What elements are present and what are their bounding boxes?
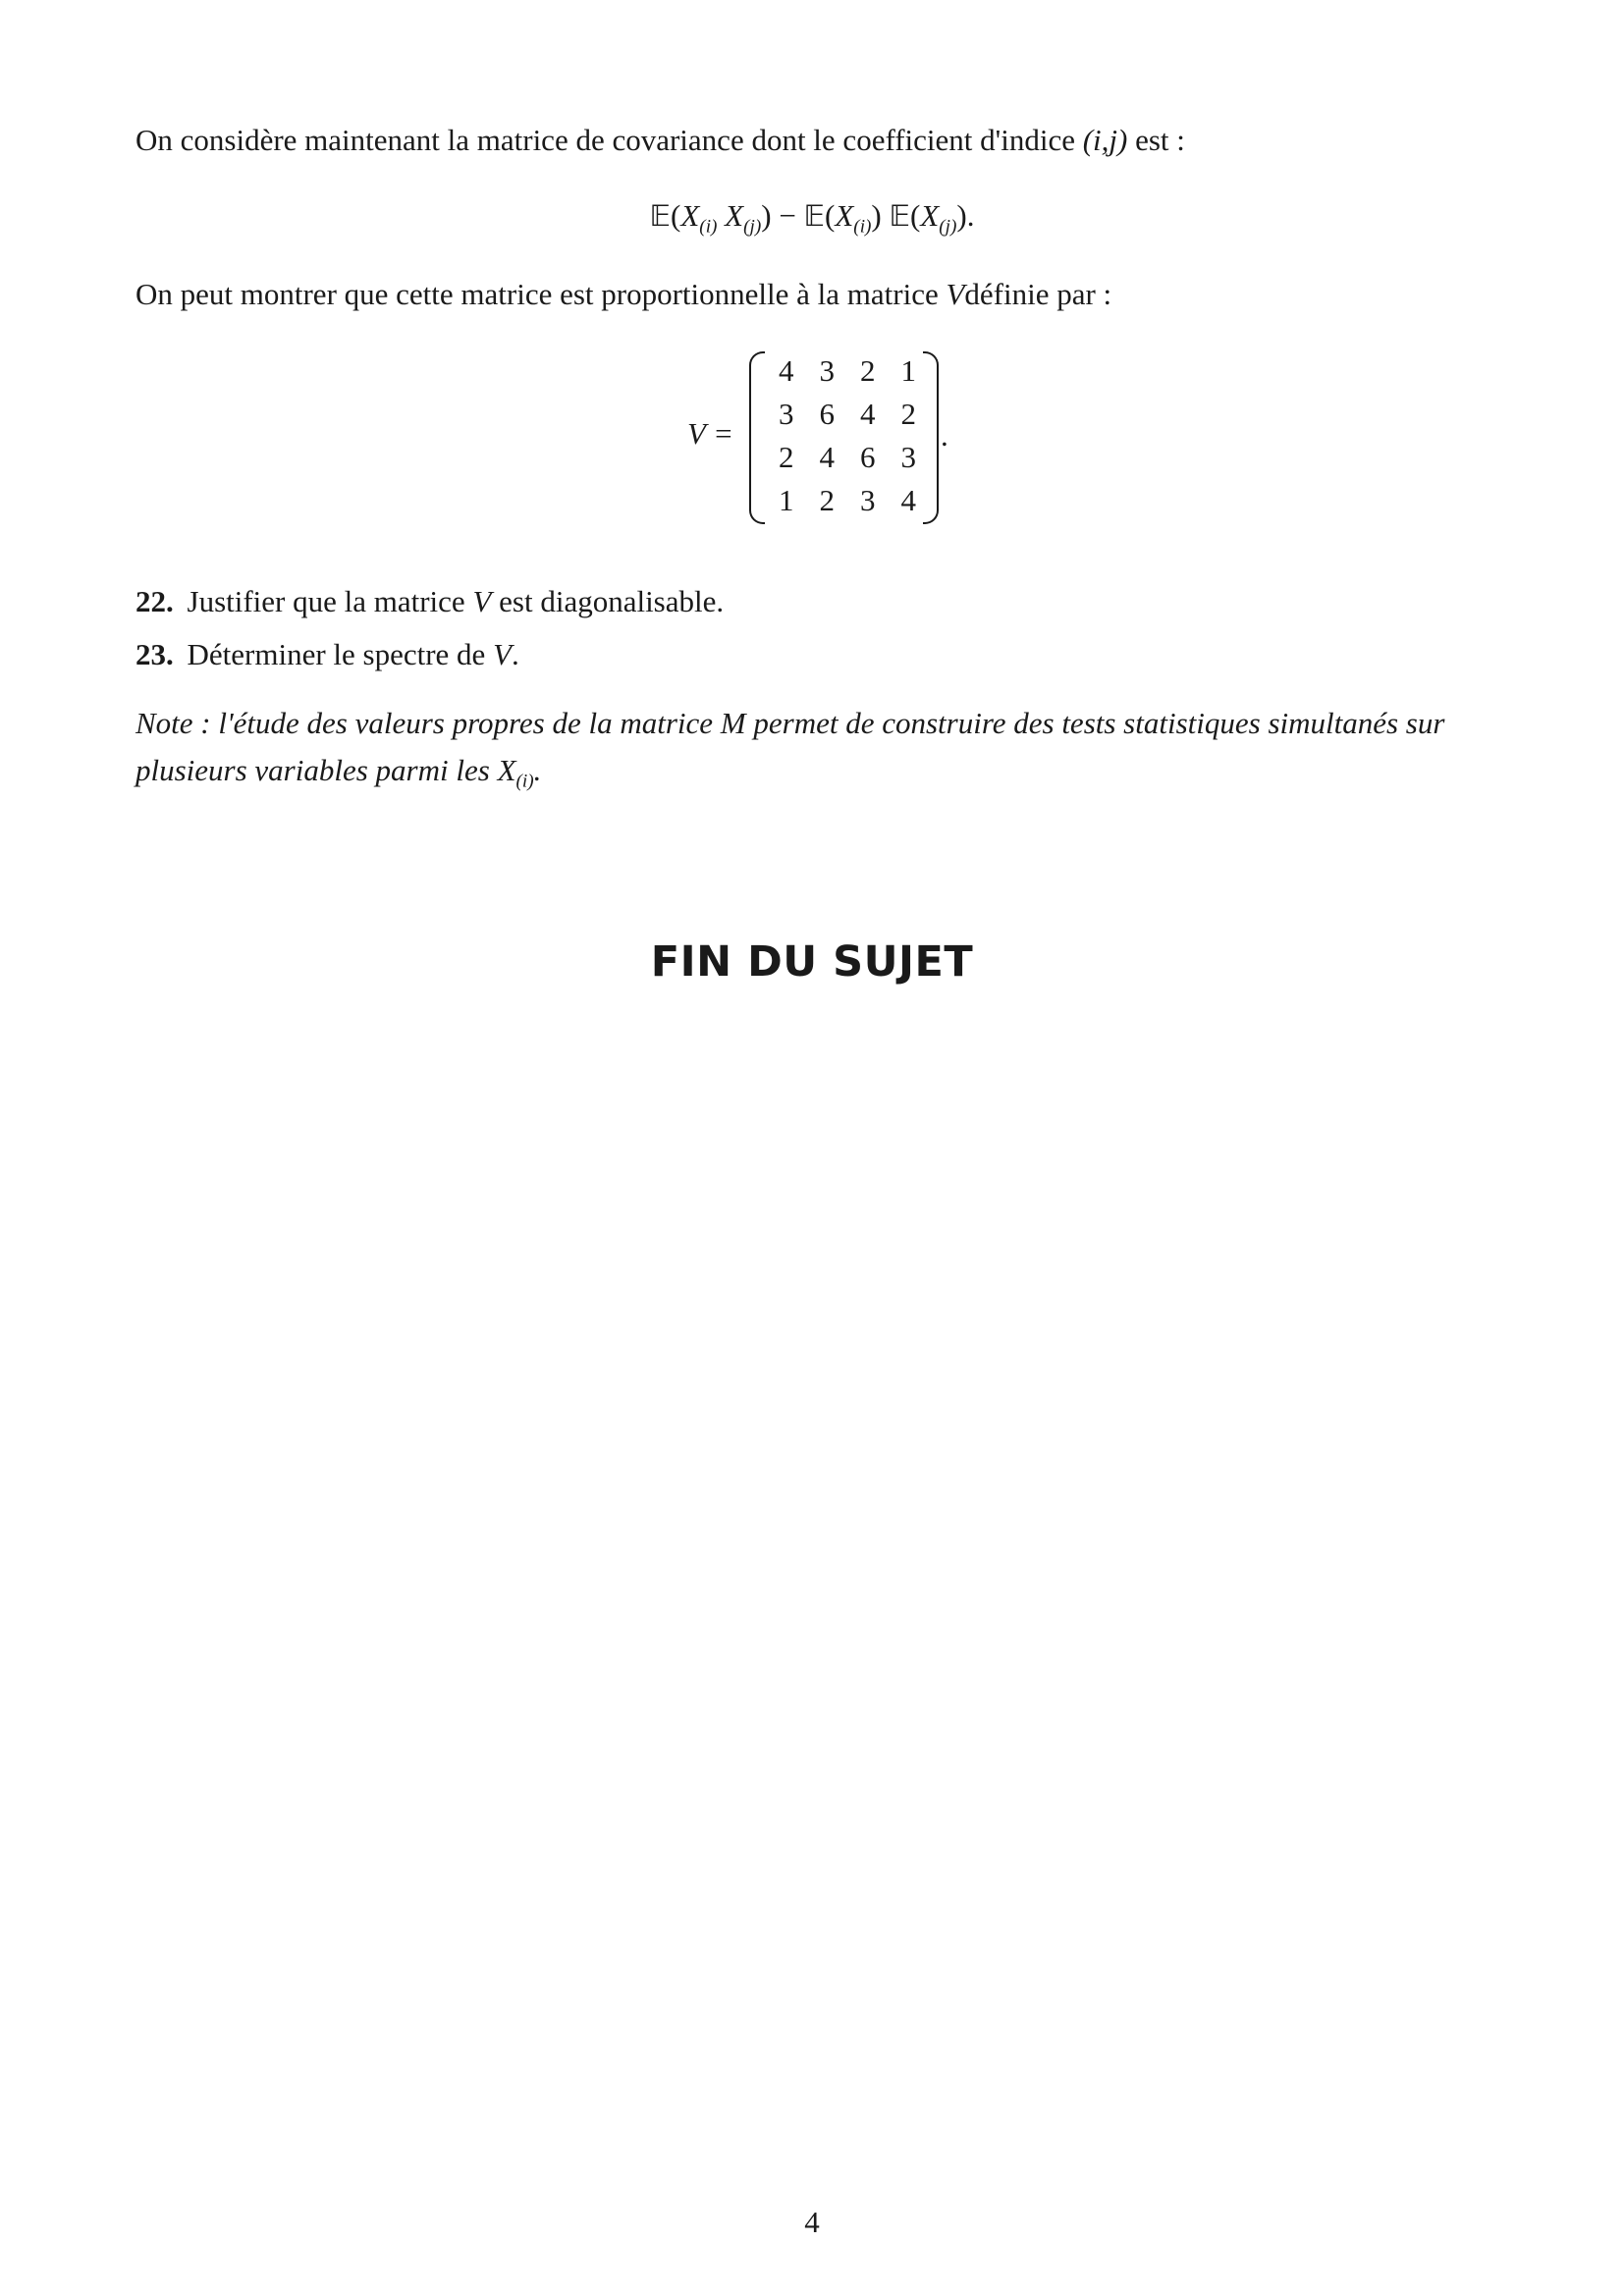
right-parenthesis: [923, 351, 939, 524]
matrix-grid: [766, 349, 929, 522]
matrix-cell: 1: [900, 353, 916, 388]
matrix-cell: 6: [819, 397, 835, 431]
note-line-1: Note : l'étude des valeurs propres de la matrice M permet de construire des tests statistiques simultanés sur: [135, 706, 1445, 740]
matrix-cell: 6: [860, 440, 876, 474]
page-number: 4: [804, 2205, 820, 2239]
matrix-v: [687, 349, 948, 524]
matrix-cell: 4: [900, 483, 916, 517]
matrix-cell: 1: [779, 483, 794, 517]
matrix-cell: 3: [819, 353, 835, 388]
matrix-period: .: [941, 418, 948, 453]
end-title: FIN DU SUJET: [650, 937, 974, 987]
matrix-cell: 2: [819, 483, 835, 517]
covariance-formula: $𝔼(X_{(i)}$ $X_{(j)}$) − $𝔼(X_{(i)})$ $𝔼(X_{(j)})$.: [649, 198, 975, 238]
matrix-cell: 4: [779, 353, 794, 388]
matrix-cell: 3: [860, 483, 876, 517]
matrix-cell: 2: [860, 353, 876, 388]
matrix-cell: 4: [819, 440, 835, 474]
index-ij: (i,j): [1082, 123, 1128, 157]
matrix-cell: 4: [860, 397, 876, 431]
matrix-label: V =: [687, 416, 734, 451]
question-22: 22. Justifier que la matrice V est diagonalisable.: [135, 584, 725, 618]
matrix-cell: 2: [900, 397, 916, 431]
left-parenthesis: [749, 351, 765, 524]
note-line-2: plusieurs variables parmi les $X_{(i)}$.: [135, 753, 542, 792]
matrix-cell: 3: [779, 397, 794, 431]
paragraph-covariance: On considère maintenant la matrice de covariance dont le coefficient d'indice (i,j) est :: [135, 123, 1185, 157]
question-23: 23. Déterminer le spectre de V.: [135, 637, 519, 671]
matrix-cell: 2: [779, 440, 794, 474]
paragraph-matrix-v: On peut montrer que cette matrice est proportionnelle à la matrice Vdéfinie par :: [135, 277, 1112, 311]
matrix-cell: 3: [900, 440, 916, 474]
